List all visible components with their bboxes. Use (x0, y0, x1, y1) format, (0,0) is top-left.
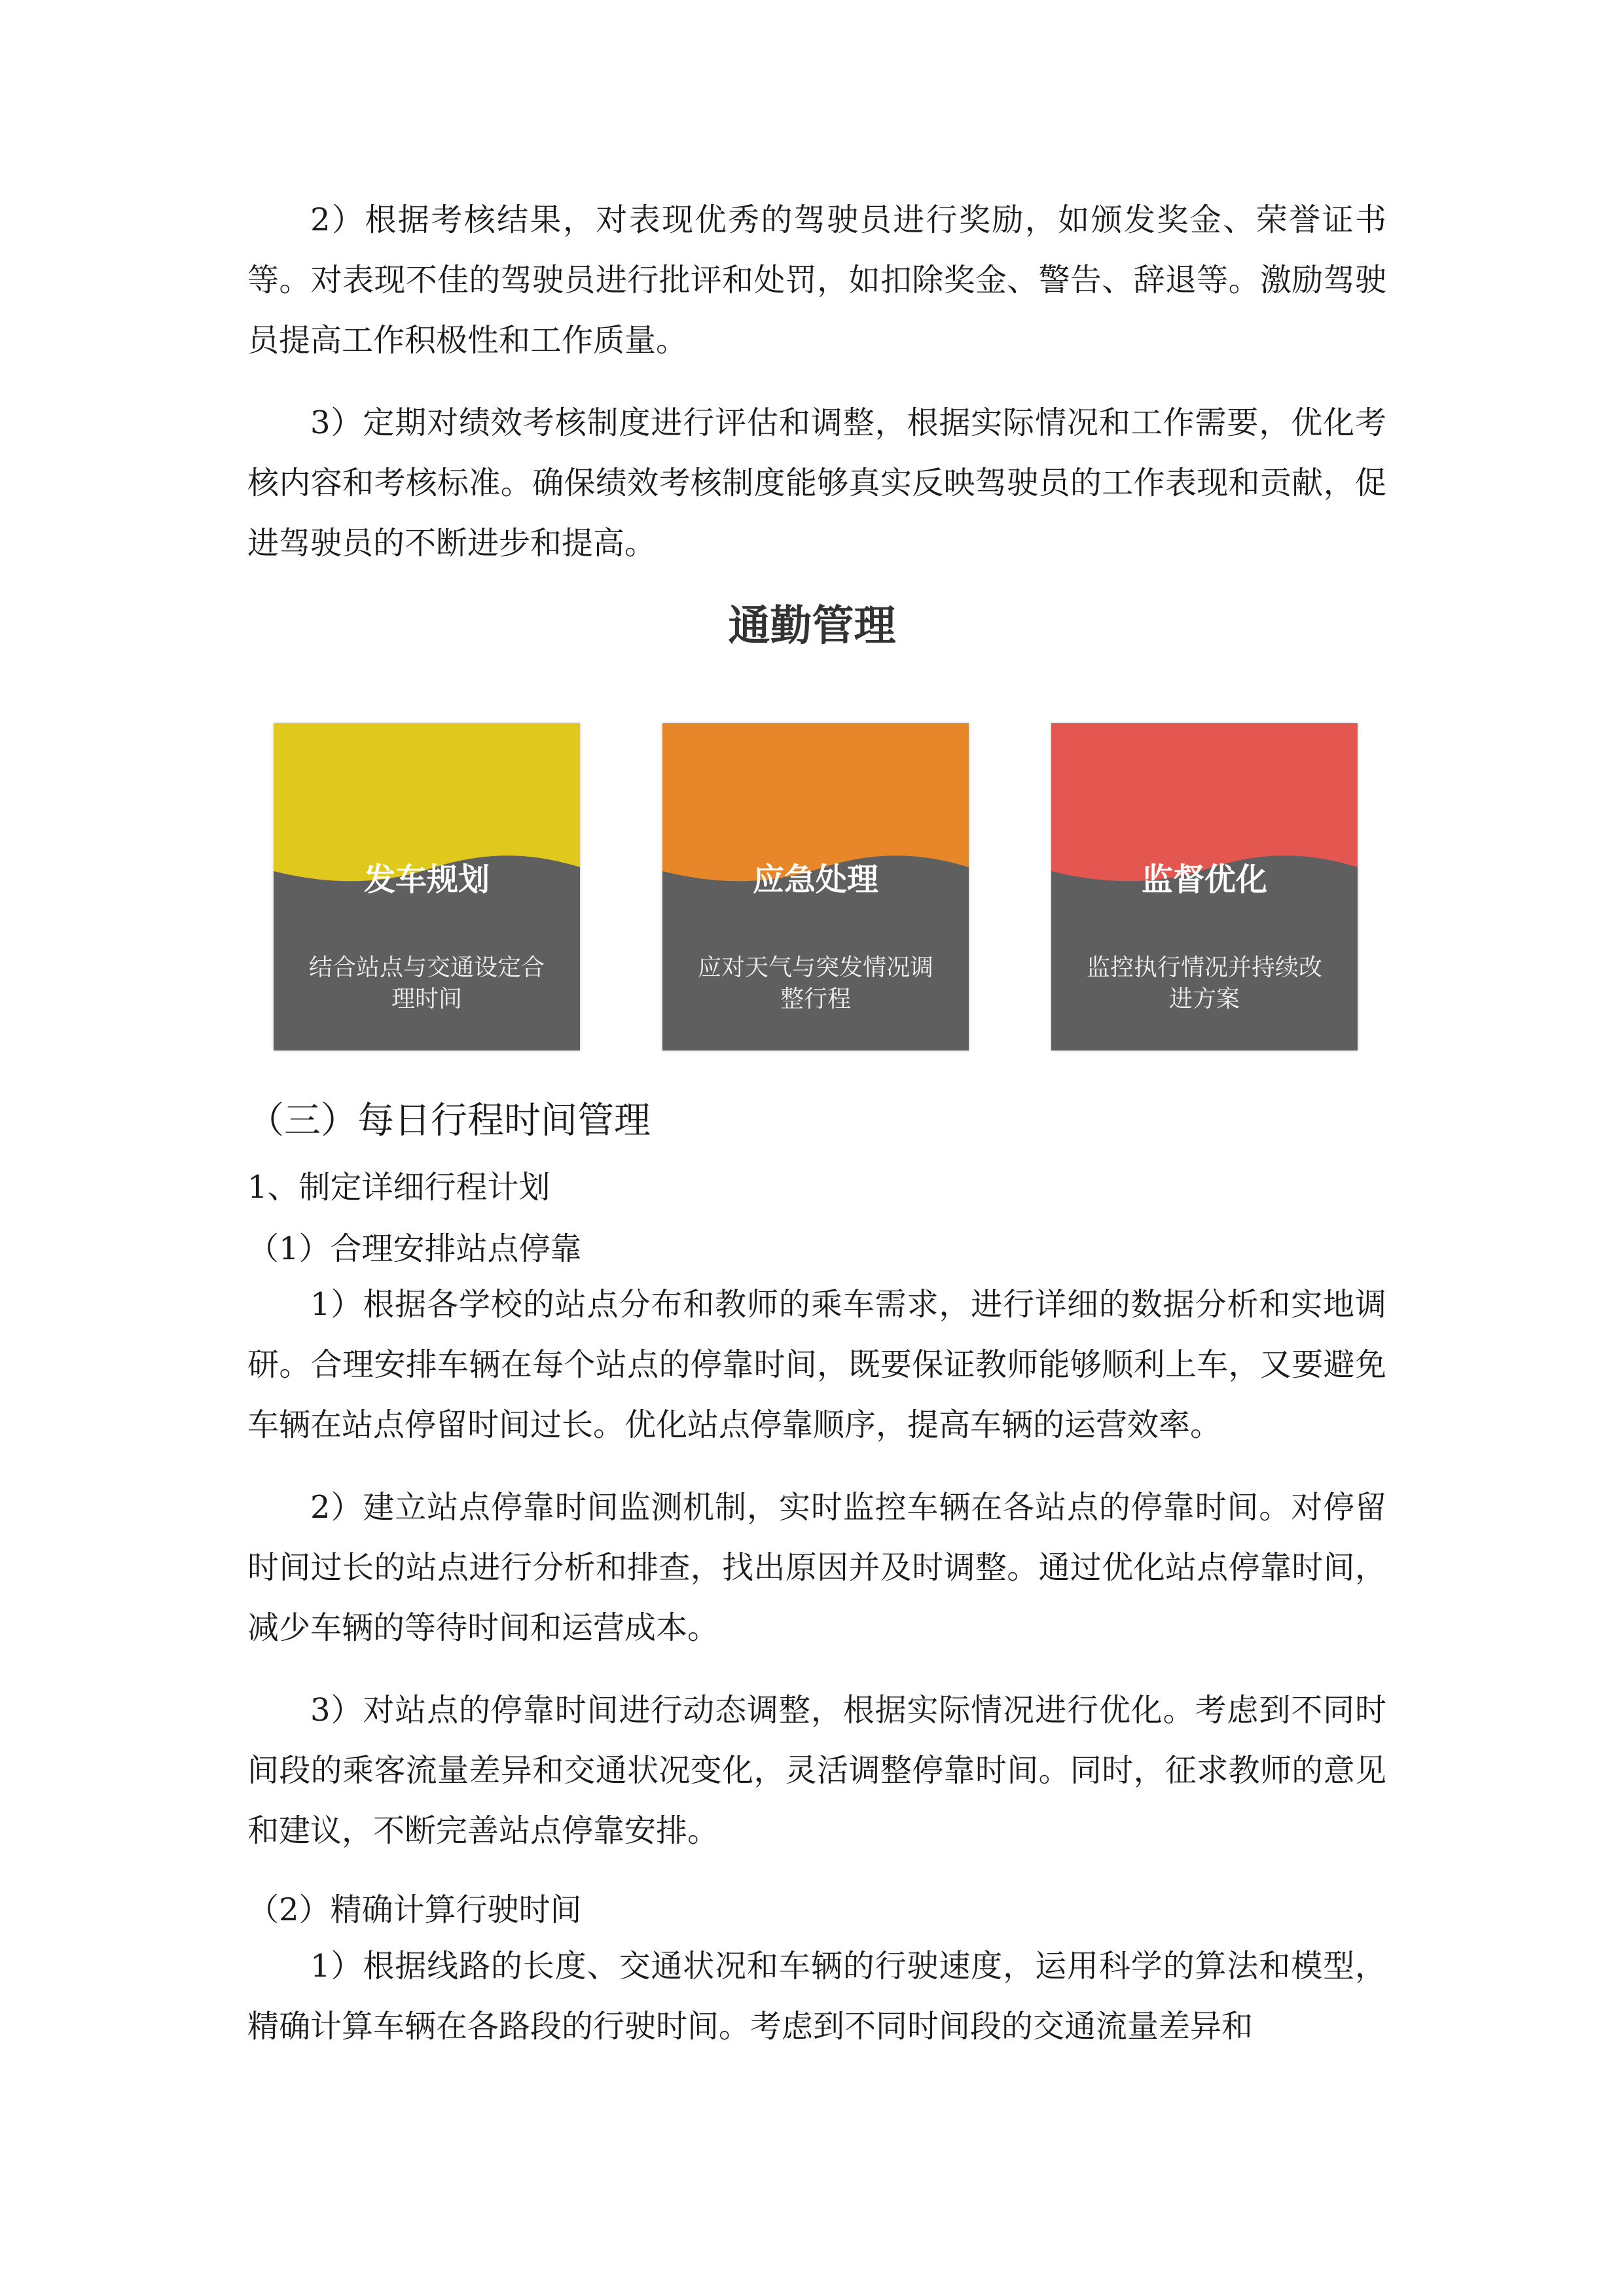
subsection-title: 1、制定详细行程计划 (247, 1169, 550, 1206)
card-title: 监督优化 (1141, 861, 1267, 898)
paragraph-stop-1: 1）根据各学校的站点分布和教师的乘车需求，进行详细的数据分析和实地调研。合理安排车辆在每个站点的停靠时间，既要保证教师能够顺利上车，又要避免车辆在站点停留时间过长。优化站点停靠顺序，提高车辆的运营效率。 (247, 1286, 1386, 1443)
card-description: 应对天气与突发情况调整行程 (697, 954, 933, 1013)
paragraph-travel-1: 1）根据线路的长度、交通状况和车辆的行驶速度，运用科学的算法和模型，精确计算车辆在各路段的行驶时间。考虑到不同时间段的交通流量差异和 (247, 1948, 1386, 2045)
card-description: 监控执行情况并持续改进方案 (1086, 954, 1322, 1013)
card-description: 结合站点与交通设定合理时间 (308, 954, 545, 1013)
card-dispatch-planning (274, 723, 580, 1050)
section-title: （三）每日行程时间管理 (247, 1100, 651, 1142)
card-title: 应急处理 (752, 861, 878, 898)
item-title-travel-time: （2）精确计算行驶时间 (247, 1892, 582, 1928)
paragraph-stop-3: 3）对站点的停靠时间进行动态调整，根据实际情况进行优化。考虑到不同时间段的乘客流量差异和交通状况变化，灵活调整停靠时间。同时，征求教师的意见和建议，不断完善站点停靠安排。 (247, 1692, 1386, 1849)
paragraph-reward: 2）根据考核结果，对表现优秀的驾驶员进行奖励，如颁发奖金、荣誉证书等。对表现不佳的驾驶员进行批评和处罚，如扣除奖金、警告、辞退等。激励驾驶员提高工作积极性和工作质量。 (247, 202, 1386, 359)
item-title-stop-arrangement: （1）合理安排站点停靠 (247, 1230, 582, 1267)
card-emergency-handling (662, 723, 969, 1050)
paragraph-stop-2: 2）建立站点停靠时间监测机制，实时监控车辆在各站点的停靠时间。对停留时间过长的站点进行分析和排查，找出原因并及时调整。通过优化站点停靠时间，减少车辆的等待时间和运营成本。 (247, 1489, 1386, 1646)
card-title: 发车规划 (363, 861, 490, 898)
figure-title: 通勤管理 (728, 602, 896, 651)
card-supervision-optimization (1051, 723, 1358, 1050)
paragraph-evaluation: 3）定期对绩效考核制度进行评估和调整，根据实际情况和工作需要，优化考核内容和考核标准。确保绩效考核制度能够真实反映驾驶员的工作表现和贡献，促进驾驶员的不断进步和提高。 (247, 404, 1386, 562)
